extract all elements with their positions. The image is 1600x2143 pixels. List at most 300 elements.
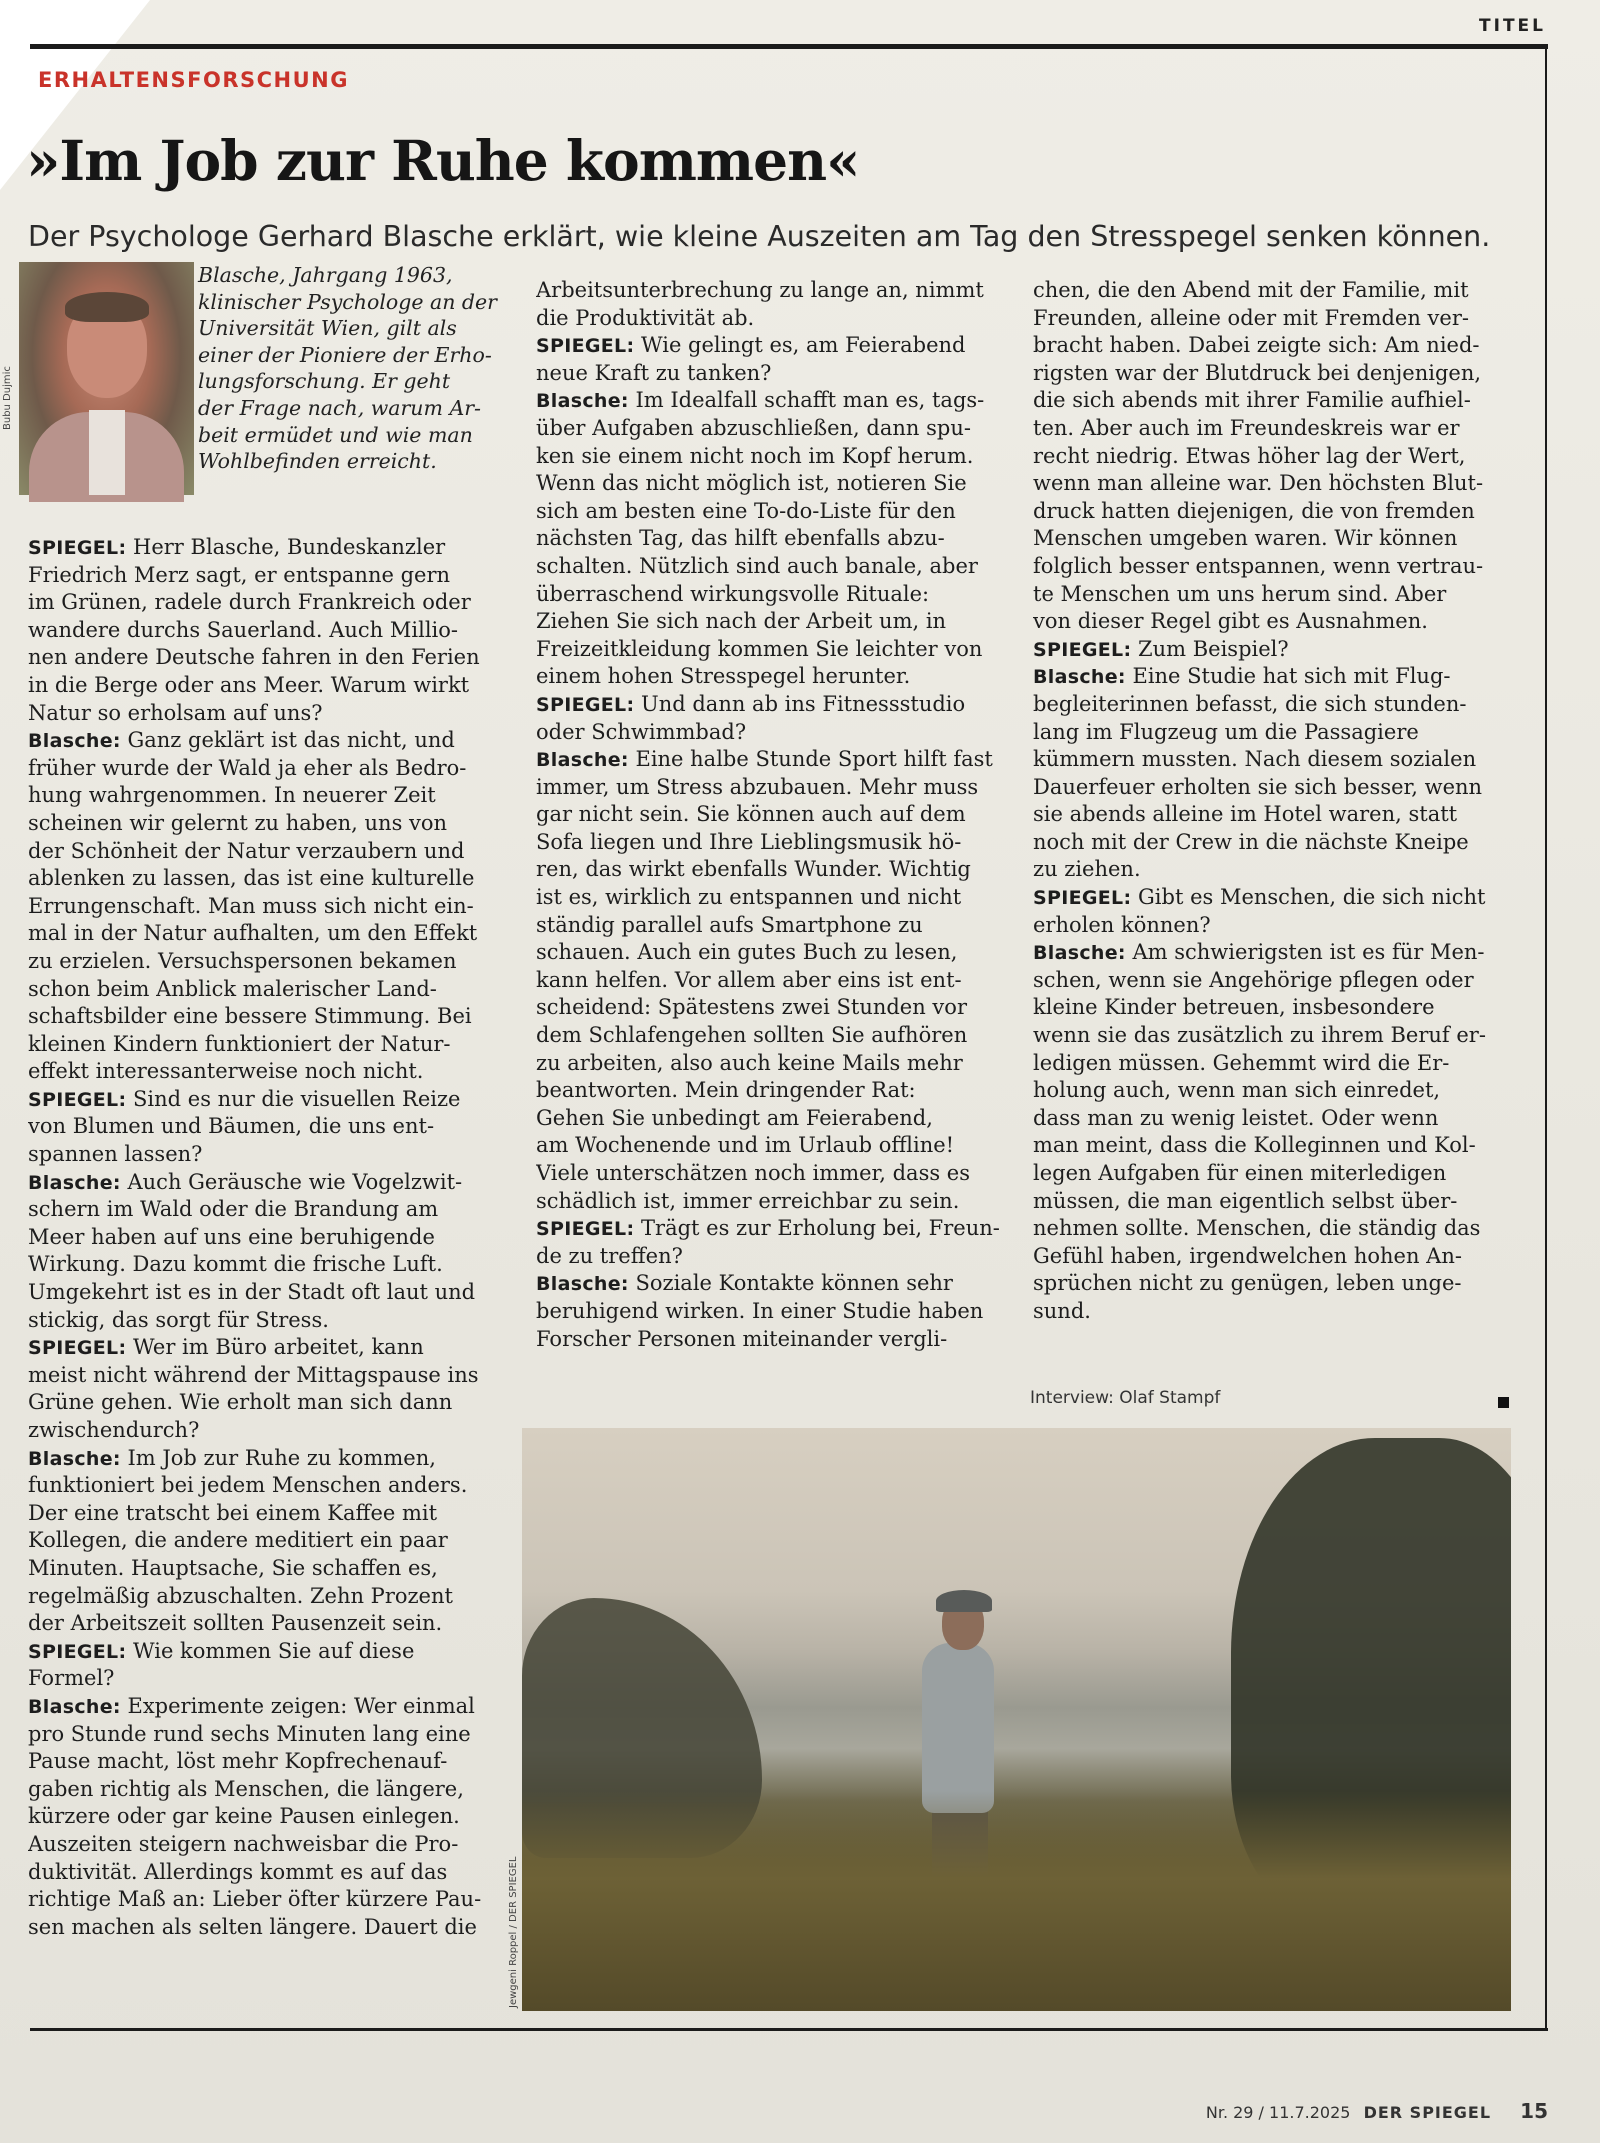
line-text: ren, das wirkt ebenfalls Wunder. Wichtig	[536, 857, 971, 882]
text-line	[1033, 1243, 1511, 1271]
text-line	[536, 829, 1014, 857]
text-line	[28, 1417, 506, 1445]
line-text: ledigen müssen. Gehemmt wird die Er-	[1033, 1050, 1450, 1075]
line-text: lang im Flugzeug um die Passagiere	[1033, 719, 1419, 744]
text-line	[1033, 1105, 1511, 1133]
text-line	[536, 912, 1014, 940]
speaker-label: SPIEGEL:	[536, 1218, 635, 1241]
text-line	[536, 305, 1014, 333]
speaker-label: Blasche:	[536, 1273, 629, 1296]
text-line	[28, 1141, 506, 1169]
text-line	[1033, 387, 1511, 415]
text-line	[28, 782, 506, 810]
bio-line: Universität Wien, gilt als	[198, 316, 457, 341]
text-line	[1033, 746, 1511, 774]
text-line	[28, 1362, 506, 1390]
line-text: gar nicht sein. Sie können auch auf dem	[536, 802, 966, 827]
text-line	[1033, 994, 1511, 1022]
line-text: nen andere Deutsche fahren in den Ferien	[28, 645, 480, 670]
text-line	[28, 1086, 506, 1114]
text-line	[28, 1445, 506, 1473]
text-line	[1033, 277, 1511, 305]
speaker-label: Blasche:	[1033, 942, 1126, 965]
speaker-label: Blasche:	[28, 1695, 121, 1718]
line-text: Forscher Personen miteinander vergli-	[536, 1326, 948, 1351]
text-line	[1033, 525, 1511, 553]
line-text: Errungenschaft. Man muss sich nicht ein-	[28, 893, 474, 918]
text-line	[28, 1307, 506, 1335]
section-label: TITEL	[1479, 16, 1546, 36]
line-text: sprüchen nicht zu genügen, leben unge-	[1033, 1271, 1462, 1296]
text-line	[536, 1298, 1014, 1326]
line-text: noch mit der Crew in die nächste Kneipe	[1033, 829, 1469, 854]
line-text: duktivität. Allerdings kommt es auf das	[28, 1859, 448, 1884]
line-text: gaben richtig als Menschen, die längere,	[28, 1776, 464, 1801]
line-text: einem hohen Stresspegel herunter.	[536, 664, 911, 689]
line-text: immer, um Stress abzubauen. Mehr muss	[536, 774, 979, 799]
line-text: von Blumen und Bäumen, die uns ent-	[28, 1114, 435, 1139]
text-line	[28, 1003, 506, 1031]
text-line	[1033, 636, 1511, 664]
line-text: funktioniert bei jedem Menschen anders.	[28, 1473, 468, 1498]
article-photo	[522, 1428, 1511, 2011]
text-line	[536, 1050, 1014, 1078]
line-text: Auch Geräusche wie Vogelzwit-	[120, 1169, 463, 1194]
line-text: dass man zu wenig leistet. Oder wenn	[1033, 1105, 1439, 1130]
line-text: Ziehen Sie sich nach der Arbeit um, in	[536, 609, 947, 634]
text-line	[28, 1472, 506, 1500]
text-line	[1033, 553, 1511, 581]
speaker-label: SPIEGEL:	[28, 1337, 127, 1360]
text-line	[1033, 939, 1511, 967]
headline: »Im Job zur Ruhe kommen«	[26, 128, 860, 193]
line-text: Gefühl haben, irgendwelchen hohen An-	[1033, 1243, 1462, 1268]
bio-line: lungsforschung. Er geht	[198, 369, 451, 394]
line-text: sen machen als selten längere. Dauert die	[28, 1914, 477, 1939]
text-line	[28, 1665, 506, 1693]
line-text: meist nicht während der Mittagspause ins	[28, 1362, 479, 1387]
text-line	[28, 534, 506, 562]
line-text: der Schönheit der Natur verzaubern und	[28, 838, 465, 863]
line-text: kann helfen. Vor allem aber eins ist ent-	[536, 967, 962, 992]
text-line	[28, 1334, 506, 1362]
line-text: kürzere oder gar keine Pausen einlegen.	[28, 1804, 460, 1829]
speaker-label: Blasche:	[28, 1447, 121, 1470]
line-text: Gehen Sie unbedingt am Feierabend,	[536, 1105, 933, 1130]
line-text: Wie kommen Sie auf diese	[126, 1638, 415, 1663]
line-text: ständig parallel aufs Smartphone zu	[536, 912, 923, 937]
line-text: schon beim Anblick malerischer Land-	[28, 976, 437, 1001]
line-text: rigsten war der Blutdruck bei denjenigen,	[1033, 360, 1482, 385]
issue-info: Nr. 29 / 11.7.2025	[1205, 2103, 1351, 2122]
line-text: Soziale Kontakte können sehr	[628, 1271, 953, 1296]
text-line	[536, 719, 1014, 747]
line-text: früher wurde der Wald ja eher als Bedro-	[28, 755, 467, 780]
text-line	[1033, 1298, 1511, 1326]
article-column-1	[28, 534, 506, 2004]
line-text: regelmäßig abzuschalten. Zehn Prozent	[28, 1583, 453, 1608]
line-text: wenn sie das zusätzlich zu ihrem Beruf er-	[1033, 1023, 1486, 1048]
text-line	[28, 893, 506, 921]
line-text: im Grünen, radele durch Frankreich oder	[28, 590, 471, 615]
line-text: holung auch, wenn man sich einredet,	[1033, 1078, 1441, 1103]
text-line	[536, 691, 1014, 719]
text-line	[28, 1527, 506, 1555]
text-line	[536, 498, 1014, 526]
text-line	[28, 1555, 506, 1583]
text-line	[28, 562, 506, 590]
line-text: Umgekehrt ist es in der Stadt oft laut und	[28, 1280, 476, 1305]
text-line	[536, 277, 1014, 305]
line-text: schaftsbilder eine bessere Stimmung. Bei	[28, 1004, 472, 1029]
text-line	[28, 1831, 506, 1859]
text-line	[1033, 663, 1511, 691]
text-line	[28, 617, 506, 645]
text-line	[28, 727, 506, 755]
line-text: sie abends alleine im Hotel waren, statt	[1033, 802, 1458, 827]
speaker-label: Blasche:	[1033, 666, 1126, 689]
text-line	[28, 1500, 506, 1528]
text-line	[28, 1803, 506, 1831]
text-line	[1033, 801, 1511, 829]
bio-line: Wohlbefinden erreicht.	[198, 449, 437, 474]
text-line	[28, 865, 506, 893]
text-line	[536, 774, 1014, 802]
speaker-label: SPIEGEL:	[28, 537, 127, 559]
line-text: mal in der Natur aufhalten, um den Effekt	[28, 921, 478, 946]
text-line	[536, 1022, 1014, 1050]
line-text: ablenken zu lassen, das ist eine kulturelle	[28, 866, 475, 891]
text-line	[1033, 1050, 1511, 1078]
line-text: chen, die den Abend mit der Familie, mit	[1033, 278, 1469, 302]
text-line	[1033, 332, 1511, 360]
line-text: Wer im Büro arbeitet, kann	[126, 1335, 424, 1360]
text-line	[536, 1132, 1014, 1160]
text-line	[28, 1859, 506, 1887]
line-text: legen Aufgaben für einen miterledigen	[1033, 1161, 1447, 1185]
line-text: Wirkung. Dazu kommt die frische Luft.	[28, 1252, 443, 1277]
text-line	[28, 1693, 506, 1721]
text-line	[28, 1113, 506, 1141]
line-text: kleine Kinder betreuen, insbesondere	[1033, 995, 1435, 1020]
text-line	[536, 553, 1014, 581]
line-text: Viele unterschätzen noch immer, dass es	[536, 1161, 971, 1185]
line-text: Experimente zeigen: Wer einmal	[120, 1693, 475, 1718]
speaker-label: SPIEGEL:	[1033, 638, 1132, 661]
line-text: ken sie einem nicht noch im Kopf herum.	[536, 443, 974, 468]
line-text: spannen lassen?	[28, 1142, 203, 1167]
text-line	[536, 470, 1014, 498]
portrait-credit: Bubu Dujmic	[2, 366, 13, 430]
text-line	[1033, 1132, 1511, 1160]
text-line	[28, 838, 506, 866]
text-line	[536, 636, 1014, 664]
top-rule	[30, 44, 1548, 49]
end-mark	[1498, 1397, 1509, 1408]
speaker-label: SPIEGEL:	[28, 1088, 127, 1111]
text-line	[1033, 719, 1511, 747]
text-line	[28, 1583, 506, 1611]
text-line	[1033, 498, 1511, 526]
line-text: Wie gelingt es, am Feierabend	[634, 333, 966, 358]
text-line	[28, 1748, 506, 1776]
line-text: wenn man alleine war. Den höchsten Blut-	[1033, 471, 1484, 496]
line-text: schalten. Nützlich sind auch banale, aber	[536, 553, 978, 578]
article-column-3	[1033, 277, 1511, 1417]
text-line	[1033, 1022, 1511, 1050]
speaker-label: SPIEGEL:	[1033, 887, 1132, 910]
line-text: nehmen sollte. Menschen, die ständig das	[1033, 1216, 1481, 1241]
line-text: dem Schlafengehen sollten Sie aufhören	[536, 1023, 968, 1048]
line-text: Auszeiten steigern nachweisbar die Pro-	[28, 1831, 459, 1856]
text-line	[536, 332, 1014, 360]
text-line	[536, 608, 1014, 636]
page-footer	[1206, 2099, 1548, 2123]
bio-line: klinischer Psychologe an der	[198, 289, 497, 314]
text-line	[536, 939, 1014, 967]
text-line	[1033, 829, 1511, 857]
line-text: kümmern mussten. Nach diesem sozialen	[1033, 747, 1477, 772]
text-line	[536, 581, 1014, 609]
speaker-label: SPIEGEL:	[536, 335, 635, 358]
line-text: zwischendurch?	[28, 1418, 200, 1442]
line-text: schauen. Auch ein gutes Buch zu lesen,	[536, 940, 958, 965]
speaker-label: SPIEGEL:	[536, 693, 635, 716]
text-line	[1033, 912, 1511, 940]
magazine-name: DER SPIEGEL	[1363, 2103, 1492, 2122]
line-text: man meint, dass die Kolleginnen und Kol-	[1033, 1133, 1476, 1158]
line-text: nächsten Tag, das hilft ebenfalls abzu-	[536, 526, 945, 551]
line-text: scheinen wir gelernt zu haben, uns von	[28, 810, 448, 835]
text-line	[536, 1077, 1014, 1105]
text-line	[28, 1251, 506, 1279]
line-text: effekt interessanterweise noch nicht.	[28, 1059, 424, 1084]
line-text: schädlich ist, immer erreichbar zu sein.	[536, 1188, 960, 1213]
line-text: Und dann ab ins Fitnessstudio	[634, 691, 966, 716]
line-text: ten. Aber auch im Freundeskreis war er	[1033, 415, 1460, 440]
line-text: kleinen Kindern funktioniert der Natur-	[28, 1031, 451, 1056]
speaker-label: SPIEGEL:	[28, 1640, 127, 1663]
line-text: beruhigend wirken. In einer Studie haben	[536, 1298, 984, 1323]
text-line	[28, 1031, 506, 1059]
line-text: die Produktivität ab.	[536, 305, 755, 330]
line-text: begleiterinnen befasst, die sich stunden-	[1033, 691, 1467, 716]
line-text: Der eine tratscht bei einem Kaffee mit	[28, 1500, 438, 1525]
line-text: Eine Studie hat sich mit Flug-	[1125, 664, 1451, 689]
line-text: richtige Maß an: Lieber öfter kürzere Pau-	[28, 1887, 482, 1912]
photo-credit: Jewgeni Roppel / DER SPIEGEL	[508, 1856, 519, 2008]
text-line	[28, 1389, 506, 1417]
bio-line: beit ermüdet und wie man	[198, 422, 473, 447]
text-line	[536, 1270, 1014, 1298]
line-text: bracht haben. Dabei zeigte sich: Am nied-	[1033, 333, 1480, 358]
line-text: Grüne gehen. Wie erholt man sich dann	[28, 1390, 453, 1415]
line-text: de zu treffen?	[536, 1243, 683, 1268]
line-text: Eine halbe Stunde Sport hilft fast	[628, 747, 993, 772]
text-line	[28, 672, 506, 700]
line-text: Formel?	[28, 1666, 115, 1691]
line-text: von dieser Regel gibt es Ausnahmen.	[1033, 609, 1428, 634]
line-text: über Aufgaben abzuschließen, dann spu-	[536, 415, 971, 440]
page-number: 15	[1520, 2099, 1548, 2123]
text-line	[536, 387, 1014, 415]
text-line	[28, 1914, 506, 1942]
text-line	[1033, 1188, 1511, 1216]
speaker-label: Blasche:	[28, 730, 121, 753]
deck: Der Psychologe Gerhard Blasche erklärt, wie kleine Auszeiten am Tag den Stresspegel senken können.	[28, 220, 1491, 253]
text-line	[1033, 360, 1511, 388]
text-line	[536, 1215, 1014, 1243]
text-line	[1033, 1270, 1511, 1298]
text-line	[1033, 443, 1511, 471]
line-text: am Wochenende und im Urlaub offline!	[536, 1133, 955, 1158]
text-line	[1033, 305, 1511, 333]
text-line	[1033, 967, 1511, 995]
bio-line: Blasche, Jahrgang 1963,	[198, 263, 453, 287]
text-line	[28, 1224, 506, 1252]
text-line	[28, 1886, 506, 1914]
text-line	[536, 801, 1014, 829]
line-text: Meer haben auf uns eine beruhigende	[28, 1224, 435, 1249]
line-text: neue Kraft zu tanken?	[536, 360, 772, 385]
line-text: Kollegen, die andere meditiert ein paar	[28, 1528, 448, 1553]
speaker-label: Blasche:	[536, 749, 629, 772]
text-line	[536, 746, 1014, 774]
line-text: in die Berge oder ans Meer. Warum wirkt	[28, 672, 470, 697]
text-line	[28, 1610, 506, 1638]
line-text: Gibt es Menschen, die sich nicht	[1131, 885, 1486, 910]
line-text: Dauerfeuer erholten sie sich besser, wenn	[1033, 774, 1483, 799]
text-line	[1033, 415, 1511, 443]
text-line	[1033, 470, 1511, 498]
speaker-label: Blasche:	[536, 390, 629, 413]
text-line	[536, 443, 1014, 471]
text-line	[28, 1169, 506, 1197]
line-text: scheidend: Spätestens zwei Stunden vor	[536, 995, 967, 1020]
line-text: beantworten. Mein dringender Rat:	[536, 1078, 916, 1103]
bottom-rule	[30, 2028, 1548, 2031]
text-line	[536, 1188, 1014, 1216]
text-line	[1033, 608, 1511, 636]
text-line	[1033, 856, 1511, 884]
line-text: Friedrich Merz sagt, er entspanne gern	[28, 562, 451, 587]
line-text: Sind es nur die visuellen Reize	[126, 1086, 461, 1111]
text-line	[536, 1243, 1014, 1271]
line-text: ist es, wirklich zu entspannen und nicht	[536, 885, 962, 910]
line-text: folglich besser entspannen, wenn vertrau-	[1033, 553, 1484, 578]
line-text: Im Idealfall schafft man es, tags-	[628, 388, 985, 413]
text-line	[1033, 1077, 1511, 1105]
text-line	[28, 810, 506, 838]
line-text: Im Job zur Ruhe zu kommen,	[120, 1445, 436, 1470]
text-line	[28, 755, 506, 783]
line-text: Arbeitsunterbrechung zu lange an, nimmt	[536, 278, 984, 302]
text-line	[536, 994, 1014, 1022]
text-line	[536, 415, 1014, 443]
line-text: erholen können?	[1033, 912, 1211, 937]
text-line	[28, 920, 506, 948]
line-text: der Arbeitszeit sollten Pausenzeit sein.	[28, 1611, 443, 1636]
line-text: wandere durchs Sauerland. Auch Millio-	[28, 617, 458, 642]
line-text: schern im Wald oder die Brandung am	[28, 1197, 439, 1222]
bio	[198, 262, 518, 475]
interview-credit: Interview: Olaf Stampf	[1030, 1388, 1221, 1408]
line-text: stickig, das sorgt für Stress.	[28, 1307, 329, 1332]
text-line	[536, 1326, 1014, 1354]
line-text: te Menschen um uns herum sind. Aber	[1033, 581, 1447, 606]
line-text: sund.	[1033, 1298, 1091, 1323]
text-line	[536, 884, 1014, 912]
line-text: die sich abends mit ihrer Familie aufhiel-	[1033, 388, 1471, 413]
line-text: sich am besten eine To-do-Liste für den	[536, 498, 956, 523]
line-text: Pause macht, löst mehr Kopfrechenauf-	[28, 1749, 448, 1774]
line-text: Am schwierigsten ist es für Men-	[1125, 940, 1485, 965]
line-text: Menschen umgeben waren. Wir können	[1033, 526, 1458, 551]
line-text: hung wahrgenommen. In neuerer Zeit	[28, 783, 436, 808]
text-line	[1033, 581, 1511, 609]
bio-line: einer der Pioniere der Erho-	[198, 342, 492, 367]
text-line	[28, 1196, 506, 1224]
text-line	[28, 976, 506, 1004]
bio-line: der Frage nach, warum Ar-	[198, 395, 481, 420]
line-text: recht niedrig. Etwas höher lag der Wert,	[1033, 443, 1466, 468]
line-text: zu erzielen. Versuchspersonen bekamen	[28, 948, 457, 973]
line-text: druck hatten diejenigen, die von fremden	[1033, 498, 1475, 523]
text-line	[536, 856, 1014, 884]
text-line	[536, 360, 1014, 388]
line-text: überraschend wirkungsvolle Rituale:	[536, 581, 930, 606]
text-line	[536, 1105, 1014, 1133]
text-line	[1033, 884, 1511, 912]
line-text: Sofa liegen und Ihre Lieblingsmusik hö-	[536, 829, 962, 854]
speaker-label: Blasche:	[28, 1171, 121, 1194]
author-portrait	[19, 262, 194, 495]
text-line	[28, 1776, 506, 1804]
line-text: Natur so erholsam auf uns?	[28, 700, 323, 725]
line-text: müssen, die man eigentlich selbst über-	[1033, 1188, 1458, 1213]
text-line	[28, 1638, 506, 1666]
line-text: pro Stunde rund sechs Minuten lang eine	[28, 1721, 471, 1746]
text-line	[28, 1058, 506, 1086]
line-text: Freunden, alleine oder mit Fremden ver-	[1033, 305, 1469, 330]
text-line	[28, 644, 506, 672]
line-text: Minuten. Hauptsache, Sie schaffen es,	[28, 1555, 438, 1580]
line-text: oder Schwimmbad?	[536, 719, 747, 744]
line-text: Trägt es zur Erholung bei, Freun-	[634, 1216, 1000, 1241]
text-line	[536, 525, 1014, 553]
text-line	[1033, 1215, 1511, 1243]
line-text: Freizeitkleidung kommen Sie leichter von	[536, 636, 983, 661]
text-line	[1033, 1160, 1511, 1188]
text-line	[536, 967, 1014, 995]
text-line	[536, 663, 1014, 691]
right-rule	[1545, 44, 1547, 2031]
line-text: zu arbeiten, also auch keine Mails mehr	[536, 1050, 963, 1075]
text-line	[1033, 774, 1511, 802]
text-line	[28, 1279, 506, 1307]
line-text: Ganz geklärt ist das nicht, und	[120, 728, 455, 753]
text-line	[28, 700, 506, 728]
rubric: ERHALTENSFORSCHUNG	[38, 68, 349, 92]
text-line	[28, 948, 506, 976]
text-line	[536, 1160, 1014, 1188]
text-line	[28, 1721, 506, 1749]
line-text: zu ziehen.	[1033, 857, 1141, 882]
line-text: Zum Beispiel?	[1131, 636, 1289, 661]
text-line	[1033, 691, 1511, 719]
article-column-2	[536, 277, 1014, 1417]
text-line	[28, 589, 506, 617]
